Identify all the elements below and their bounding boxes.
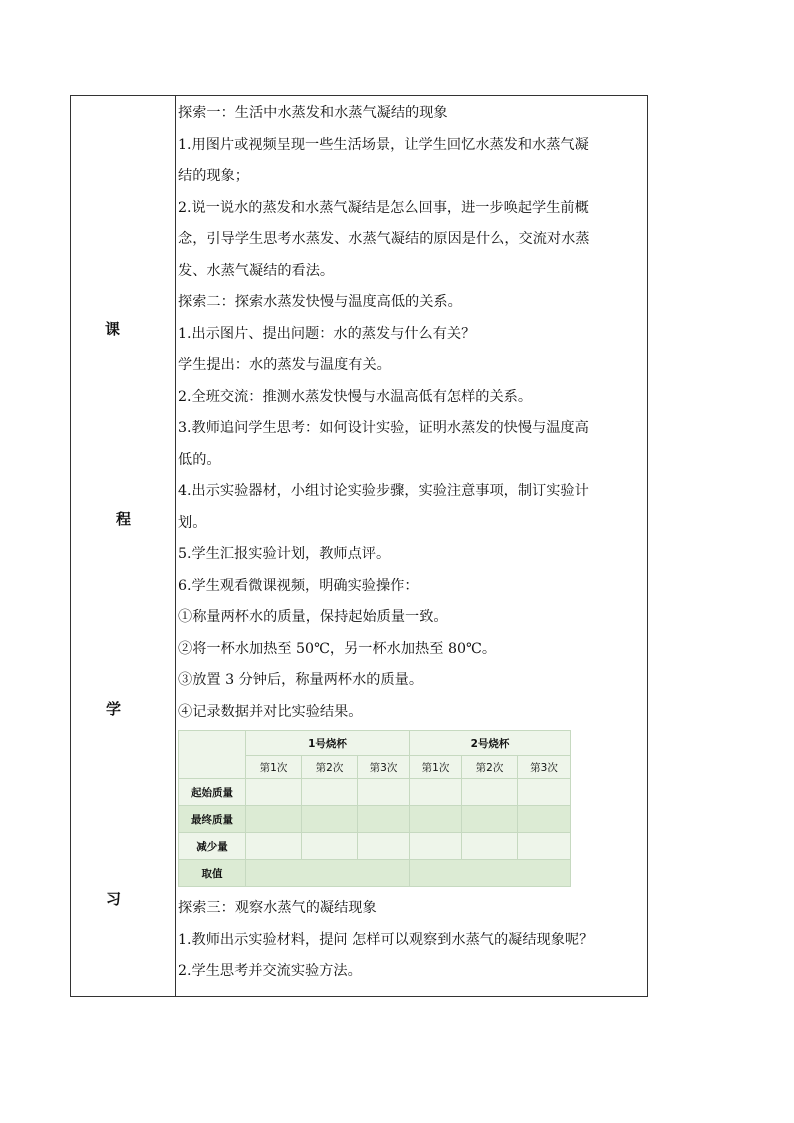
text-line: 2.全班交流：推测水蒸发快慢与水温高低有怎样的关系。 <box>178 388 533 405</box>
trial-header: 第1次 <box>246 756 302 779</box>
row-label: 起始质量 <box>179 779 246 806</box>
table-cell <box>410 779 462 806</box>
trial-header: 第2次 <box>302 756 358 779</box>
lesson-content <box>178 98 648 988</box>
table-row <box>179 833 571 860</box>
trial-header: 第1次 <box>410 756 462 779</box>
table-cell <box>302 833 358 860</box>
trial-header: 第2次 <box>462 756 518 779</box>
table-cell <box>518 833 571 860</box>
trial-header: 第3次 <box>518 756 571 779</box>
section-char-2: 程 <box>116 510 132 528</box>
beaker-2-header: 2号烧杯 <box>410 731 571 756</box>
section-char-4: 习 <box>106 890 122 908</box>
table-cell <box>410 860 571 887</box>
text-line: 低的。 <box>178 451 221 468</box>
section-char-3: 学 <box>106 700 122 718</box>
table-cell <box>246 806 302 833</box>
table-cell <box>462 779 518 806</box>
text-line: 1.出示图片、提出问题：水的蒸发与什么有关？ <box>178 325 476 342</box>
section-char-1: 课 <box>105 320 121 338</box>
table-cell <box>358 833 410 860</box>
text-line: 划。 <box>178 514 207 531</box>
beaker-1-header: 1号烧杯 <box>246 731 410 756</box>
text-line: 4.出示实验器材，小组讨论实验步骤，实验注意事项，制订实验计 <box>178 483 589 499</box>
step-item: ①称量两杯水的质量，保持起始质量一致。 <box>178 609 448 625</box>
table-cell <box>246 779 302 806</box>
experiment-record-table <box>178 730 571 887</box>
text-line: 1.用图片或视频呈现一些生活场景，让学生回忆水蒸发和水蒸气凝 <box>178 136 589 153</box>
step-item: ④记录数据并对比实验结果。 <box>178 703 363 720</box>
table-cell <box>302 779 358 806</box>
text-line: 5.学生汇报实验计划，教师点评。 <box>178 546 391 562</box>
text-line: 1.教师出示实验材料，提问 怎样可以观察到水蒸气的凝结现象呢？ <box>178 931 594 948</box>
text-line: 念，引导学生思考水蒸发、水蒸气凝结的原因是什么，交流对水蒸 <box>178 231 590 247</box>
text-line: 2.学生思考并交流实验方法。 <box>178 963 362 979</box>
text-line: 2.说一说水的蒸发和水蒸气凝结是怎么回事，进一步唤起学生前概 <box>178 199 589 216</box>
table-cell <box>462 806 518 833</box>
table-cell <box>246 860 410 887</box>
table-cell <box>462 833 518 860</box>
text-line: 结的现象； <box>178 168 249 184</box>
text-line: 学生提出：水的蒸发与温度有关。 <box>178 357 391 373</box>
table-cell <box>518 779 571 806</box>
row-label: 减少量 <box>179 833 246 860</box>
table-row <box>179 860 571 887</box>
text-line: 发、水蒸气凝结的看法。 <box>178 262 335 279</box>
lesson-table <box>70 95 648 997</box>
text-line: 6.学生观看微课视频，明确实验操作： <box>178 577 419 594</box>
step-item: ②将一杯水加热至 50℃，另一杯水加热至 80℃。 <box>178 640 497 657</box>
table-cell <box>410 833 462 860</box>
step-item: ③放置 3 分钟后，称量两杯水的质量。 <box>178 672 424 688</box>
table-corner-cell <box>179 731 246 779</box>
row-label: 最终质量 <box>179 806 246 833</box>
table-cell <box>410 806 462 833</box>
exploration-2-heading: 探索二：探索水蒸发快慢与温度高低的关系。 <box>178 294 462 310</box>
text-line: 3.教师追问学生思考：如何设计实验，证明水蒸发的快慢与温度高 <box>178 420 589 436</box>
table-cell <box>302 806 358 833</box>
table-header-row <box>179 731 571 756</box>
table-row <box>179 806 571 833</box>
section-label-column <box>71 96 176 996</box>
table-cell <box>358 779 410 806</box>
trial-header: 第3次 <box>358 756 410 779</box>
exploration-1-heading: 探索一：生活中水蒸发和水蒸气凝结的现象 <box>178 105 448 121</box>
table-cell <box>358 806 410 833</box>
table-row <box>179 779 571 806</box>
table-cell <box>518 806 571 833</box>
table-cell <box>246 833 302 860</box>
row-label: 取值 <box>179 860 246 887</box>
exploration-3-heading: 探索三：观察水蒸气的凝结现象 <box>178 900 377 916</box>
